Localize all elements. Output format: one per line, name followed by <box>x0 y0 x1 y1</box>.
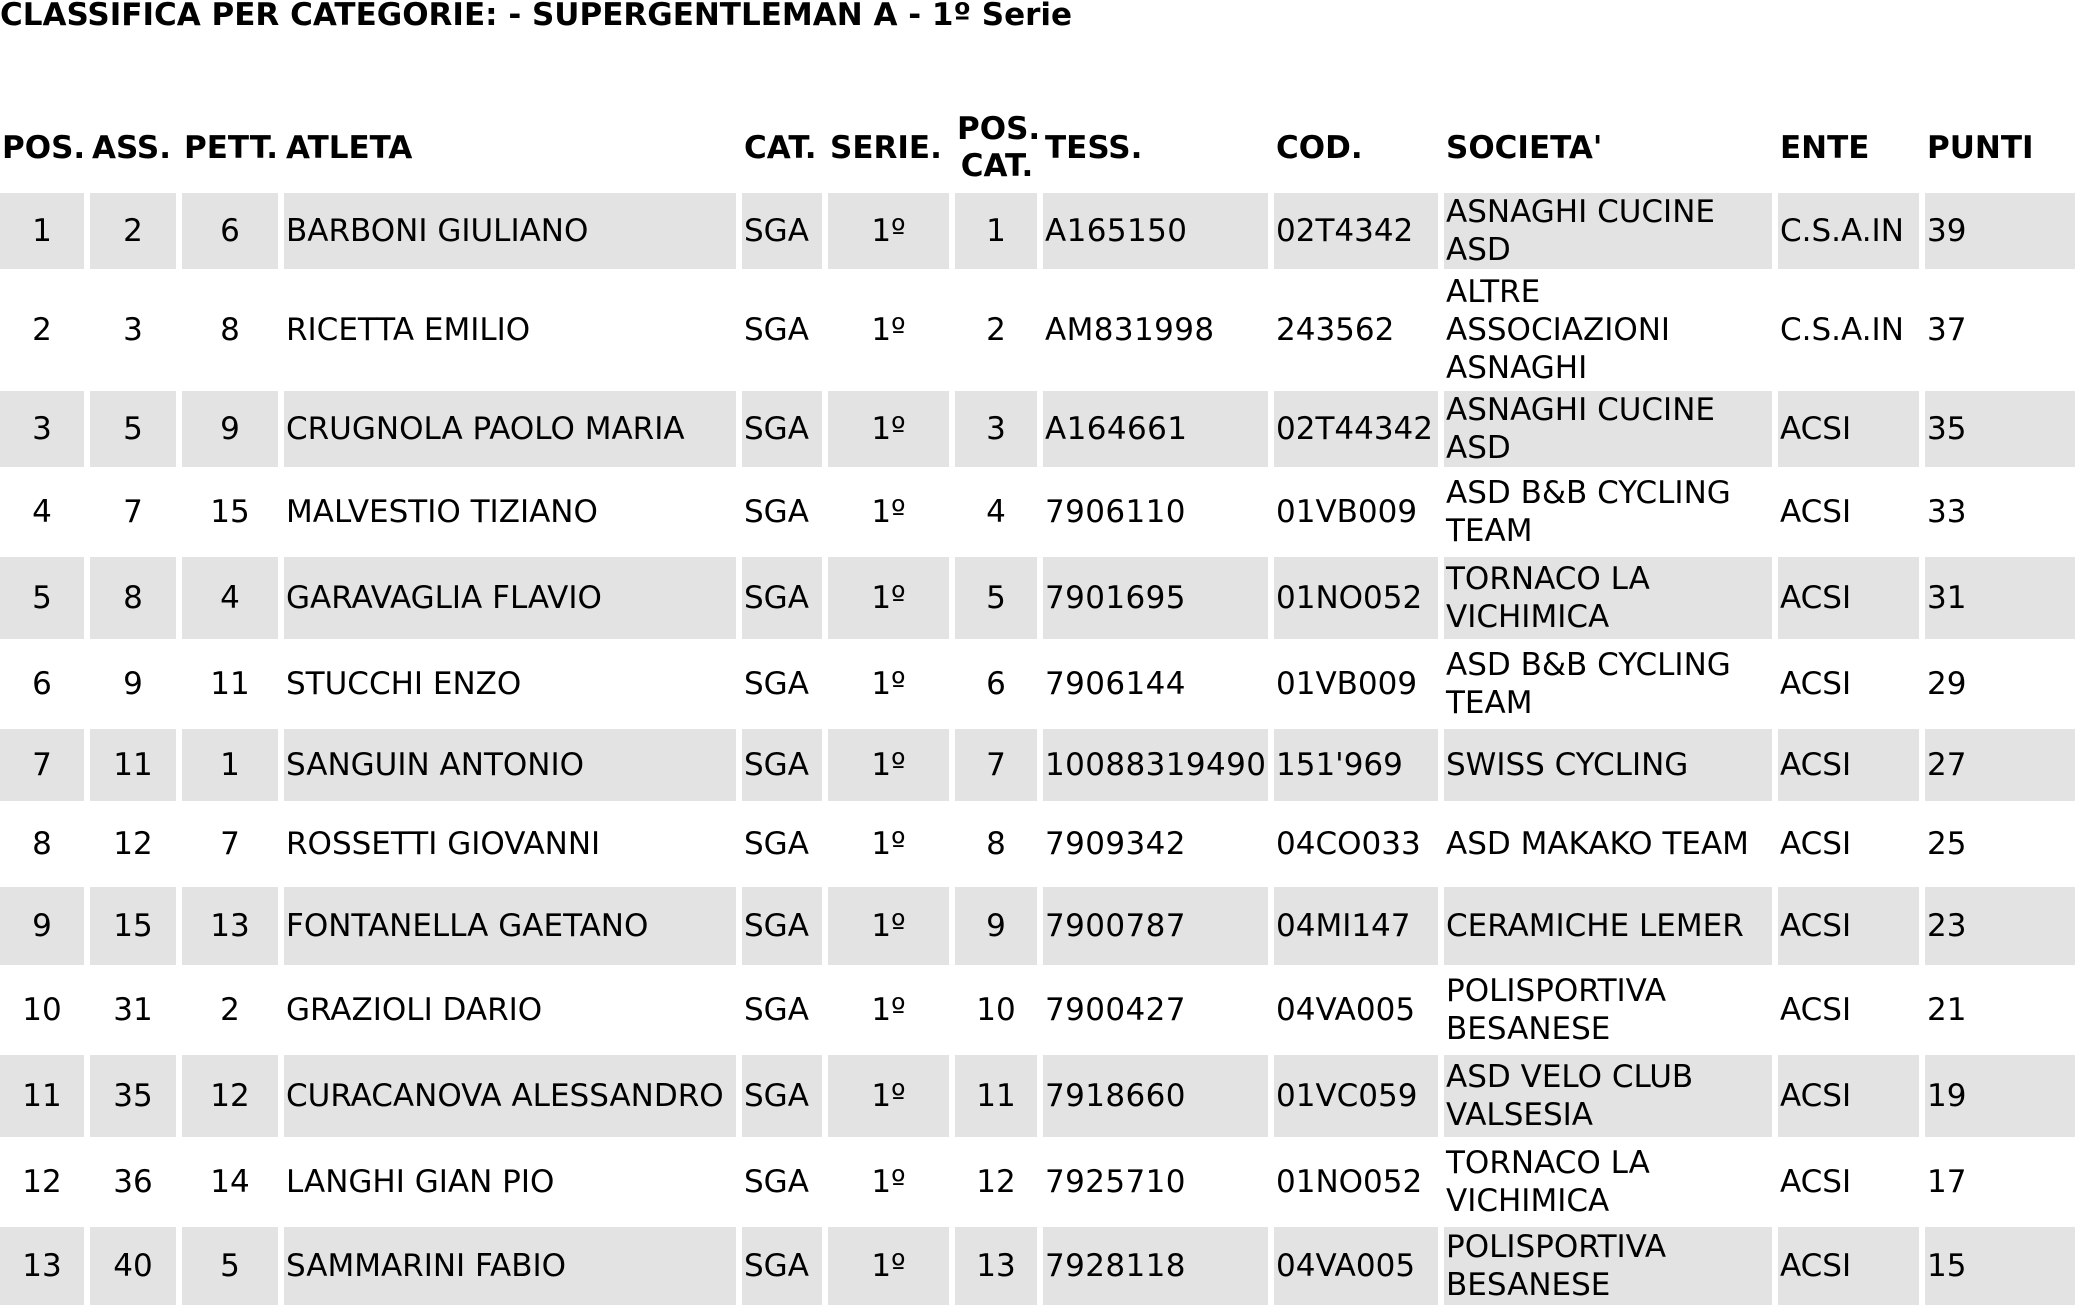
cell-poscat: 1 <box>955 193 1037 273</box>
column-header-serie: SERIE. <box>830 129 942 166</box>
cell-pett: 7 <box>182 805 278 887</box>
cell-punti: 37 <box>1925 273 2075 391</box>
cell-cod: 01VC059 <box>1274 1055 1438 1141</box>
cell-pett: 11 <box>182 643 278 729</box>
cell-punti: 21 <box>1925 969 2075 1055</box>
cell-tess: 7906110 <box>1043 471 1268 557</box>
cell-tess: A165150 <box>1043 193 1268 273</box>
cell-cat: SGA <box>742 643 822 729</box>
column-header-cod: COD. <box>1276 129 1363 166</box>
cell-ente: ACSI <box>1778 805 1919 887</box>
cell-punti: 31 <box>1925 557 2075 643</box>
cell-societa: ALTRE ASSOCIAZIONI ASNAGHI <box>1444 273 1772 391</box>
cell-societa: CERAMICHE LEMER <box>1444 887 1772 969</box>
cell-cat: SGA <box>742 1055 822 1141</box>
cell-punti: 35 <box>1925 391 2075 471</box>
column-header-poscat <box>955 108 1041 193</box>
cell-pett: 15 <box>182 471 278 557</box>
cell-poscat: 10 <box>955 969 1037 1055</box>
cell-societa: ASNAGHI CUCINE ASD <box>1444 193 1772 273</box>
cell-cat: SGA <box>742 887 822 969</box>
cell-cat: SGA <box>742 193 822 273</box>
cell-pett: 14 <box>182 1141 278 1227</box>
cell-pett: 2 <box>182 969 278 1055</box>
cell-cat: SGA <box>742 557 822 643</box>
results-table <box>0 108 2081 1309</box>
column-header-cat: CAT. <box>744 129 817 166</box>
column-header-tess: TESS. <box>1045 129 1143 166</box>
cell-serie: 1º <box>828 729 949 805</box>
cell-pos: 3 <box>0 391 84 471</box>
cell-serie: 1º <box>828 969 949 1055</box>
cell-pos: 2 <box>0 273 84 391</box>
table-row <box>0 729 2075 805</box>
cell-tess: 7918660 <box>1043 1055 1268 1141</box>
column-header-atleta: ATLETA <box>286 129 413 166</box>
cell-cat: SGA <box>742 1227 822 1309</box>
cell-pett: 9 <box>182 391 278 471</box>
cell-tess: 7909342 <box>1043 805 1268 887</box>
cell-ente: ACSI <box>1778 1055 1919 1141</box>
cell-poscat: 5 <box>955 557 1037 643</box>
cell-cod: 243562 <box>1274 273 1438 391</box>
cell-ente: ACSI <box>1778 471 1919 557</box>
cell-poscat: 9 <box>955 887 1037 969</box>
cell-societa: ASD MAKAKO TEAM <box>1444 805 1772 887</box>
cell-poscat: 13 <box>955 1227 1037 1309</box>
cell-pett: 8 <box>182 273 278 391</box>
table-row <box>0 391 2075 471</box>
table-row <box>0 273 2075 391</box>
cell-poscat: 2 <box>955 273 1037 391</box>
cell-cat: SGA <box>742 969 822 1055</box>
cell-poscat: 6 <box>955 643 1037 729</box>
table-row <box>0 1141 2075 1227</box>
cell-ass: 12 <box>90 805 176 887</box>
cell-cod: 04VA005 <box>1274 969 1438 1055</box>
column-header-pett: PETT. <box>184 129 278 166</box>
cell-pos: 8 <box>0 805 84 887</box>
cell-societa: ASD VELO CLUB VALSESIA <box>1444 1055 1772 1141</box>
cell-ass: 35 <box>90 1055 176 1141</box>
cell-societa: POLISPORTIVA BESANESE <box>1444 1227 1772 1309</box>
cell-atleta: CRUGNOLA PAOLO MARIA <box>284 391 736 471</box>
cell-pos: 12 <box>0 1141 84 1227</box>
cell-cod: 01VB009 <box>1274 643 1438 729</box>
column-header-ass: ASS. <box>92 129 172 166</box>
cell-atleta: FONTANELLA GAETANO <box>284 887 736 969</box>
cell-tess: A164661 <box>1043 391 1268 471</box>
column-header-pos: POS. <box>2 129 86 166</box>
cell-cod: 04CO033 <box>1274 805 1438 887</box>
cell-atleta: ROSSETTI GIOVANNI <box>284 805 736 887</box>
cell-cat: SGA <box>742 471 822 557</box>
table-row <box>0 805 2075 887</box>
cell-pett: 1 <box>182 729 278 805</box>
cell-poscat: 3 <box>955 391 1037 471</box>
cell-ente: ACSI <box>1778 391 1919 471</box>
cell-tess: 7900427 <box>1043 969 1268 1055</box>
cell-serie: 1º <box>828 1141 949 1227</box>
cell-serie: 1º <box>828 471 949 557</box>
cell-atleta: SAMMARINI FABIO <box>284 1227 736 1309</box>
cell-serie: 1º <box>828 273 949 391</box>
cell-serie: 1º <box>828 1227 949 1309</box>
cell-punti: 27 <box>1925 729 2075 805</box>
cell-ass: 9 <box>90 643 176 729</box>
cell-societa: ASD B&B CYCLING TEAM <box>1444 471 1772 557</box>
cell-ass: 5 <box>90 391 176 471</box>
cell-pos: 5 <box>0 557 84 643</box>
cell-poscat: 11 <box>955 1055 1037 1141</box>
cell-pett: 4 <box>182 557 278 643</box>
table-row <box>0 887 2075 969</box>
cell-atleta: BARBONI GIULIANO <box>284 193 736 273</box>
table-row <box>0 471 2075 557</box>
header-row <box>0 108 2075 193</box>
cell-punti: 19 <box>1925 1055 2075 1141</box>
cell-ass: 36 <box>90 1141 176 1227</box>
cell-ente: C.S.A.IN <box>1778 273 1919 391</box>
cell-cod: 01NO052 <box>1274 1141 1438 1227</box>
column-header-poscat-line1: POS. <box>957 111 1041 147</box>
cell-atleta: GRAZIOLI DARIO <box>284 969 736 1055</box>
cell-punti: 39 <box>1925 193 2075 273</box>
cell-cat: SGA <box>742 273 822 391</box>
cell-punti: 17 <box>1925 1141 2075 1227</box>
cell-cod: 02T4342 <box>1274 193 1438 273</box>
cell-serie: 1º <box>828 1055 949 1141</box>
cell-serie: 1º <box>828 643 949 729</box>
cell-pos: 6 <box>0 643 84 729</box>
cell-cod: 04MI147 <box>1274 887 1438 969</box>
cell-pos: 4 <box>0 471 84 557</box>
table-row <box>0 969 2075 1055</box>
table-row <box>0 557 2075 643</box>
column-header-ente: ENTE <box>1780 129 1870 166</box>
cell-tess: 10088319490 <box>1043 729 1268 805</box>
cell-societa: TORNACO LA VICHIMICA <box>1444 1141 1772 1227</box>
cell-ass: 11 <box>90 729 176 805</box>
cell-atleta: GARAVAGLIA FLAVIO <box>284 557 736 643</box>
cell-pos: 10 <box>0 969 84 1055</box>
table-row <box>0 1055 2075 1141</box>
table-row <box>0 643 2075 729</box>
cell-ass: 15 <box>90 887 176 969</box>
cell-cat: SGA <box>742 1141 822 1227</box>
cell-ente: ACSI <box>1778 1227 1919 1309</box>
cell-tess: AM831998 <box>1043 273 1268 391</box>
cell-ass: 2 <box>90 193 176 273</box>
cell-pett: 12 <box>182 1055 278 1141</box>
cell-poscat: 7 <box>955 729 1037 805</box>
cell-ass: 40 <box>90 1227 176 1309</box>
cell-societa: POLISPORTIVA BESANESE <box>1444 969 1772 1055</box>
cell-serie: 1º <box>828 557 949 643</box>
cell-poscat: 12 <box>955 1141 1037 1227</box>
cell-societa: TORNACO LA VICHIMICA <box>1444 557 1772 643</box>
cell-pett: 13 <box>182 887 278 969</box>
cell-serie: 1º <box>828 193 949 273</box>
cell-pos: 9 <box>0 887 84 969</box>
cell-ass: 3 <box>90 273 176 391</box>
cell-cod: 04VA005 <box>1274 1227 1438 1309</box>
column-header-punti: PUNTI <box>1927 129 2034 166</box>
cell-societa: SWISS CYCLING <box>1444 729 1772 805</box>
cell-atleta: LANGHI GIAN PIO <box>284 1141 736 1227</box>
cell-tess: 7928118 <box>1043 1227 1268 1309</box>
cell-atleta: RICETTA EMILIO <box>284 273 736 391</box>
cell-pos: 11 <box>0 1055 84 1141</box>
cell-cat: SGA <box>742 391 822 471</box>
page-title: CLASSIFICA PER CATEGORIE: - SUPERGENTLEMAN A - 1º Serie <box>0 0 1073 33</box>
cell-tess: 7906144 <box>1043 643 1268 729</box>
cell-atleta: STUCCHI ENZO <box>284 643 736 729</box>
table-row <box>0 193 2075 273</box>
cell-cat: SGA <box>742 805 822 887</box>
cell-cat: SGA <box>742 729 822 805</box>
cell-pos: 1 <box>0 193 84 273</box>
cell-ass: 8 <box>90 557 176 643</box>
table-row <box>0 1227 2075 1309</box>
cell-serie: 1º <box>828 887 949 969</box>
cell-ass: 31 <box>90 969 176 1055</box>
cell-pett: 5 <box>182 1227 278 1309</box>
cell-cod: 02T44342 <box>1274 391 1438 471</box>
cell-ente: ACSI <box>1778 643 1919 729</box>
cell-cod: 01NO052 <box>1274 557 1438 643</box>
cell-punti: 33 <box>1925 471 2075 557</box>
column-header-societa: SOCIETA' <box>1446 129 1603 166</box>
cell-ass: 7 <box>90 471 176 557</box>
cell-tess: 7925710 <box>1043 1141 1268 1227</box>
column-header-poscat-line2: CAT. <box>960 148 1034 184</box>
cell-pos: 13 <box>0 1227 84 1309</box>
cell-atleta: CURACANOVA ALESSANDRO <box>284 1055 736 1141</box>
cell-punti: 23 <box>1925 887 2075 969</box>
cell-pos: 7 <box>0 729 84 805</box>
cell-punti: 25 <box>1925 805 2075 887</box>
cell-ente: ACSI <box>1778 557 1919 643</box>
cell-ente: ACSI <box>1778 969 1919 1055</box>
cell-ente: ACSI <box>1778 887 1919 969</box>
cell-ente: C.S.A.IN <box>1778 193 1919 273</box>
cell-tess: 7901695 <box>1043 557 1268 643</box>
cell-poscat: 4 <box>955 471 1037 557</box>
cell-poscat: 8 <box>955 805 1037 887</box>
cell-societa: ASD B&B CYCLING TEAM <box>1444 643 1772 729</box>
cell-atleta: SANGUIN ANTONIO <box>284 729 736 805</box>
cell-tess: 7900787 <box>1043 887 1268 969</box>
cell-ente: ACSI <box>1778 1141 1919 1227</box>
cell-cod: 01VB009 <box>1274 471 1438 557</box>
cell-punti: 15 <box>1925 1227 2075 1309</box>
cell-atleta: MALVESTIO TIZIANO <box>284 471 736 557</box>
cell-serie: 1º <box>828 391 949 471</box>
cell-serie: 1º <box>828 805 949 887</box>
cell-cod: 151'969 <box>1274 729 1438 805</box>
cell-societa: ASNAGHI CUCINE ASD <box>1444 391 1772 471</box>
cell-punti: 29 <box>1925 643 2075 729</box>
cell-pett: 6 <box>182 193 278 273</box>
cell-ente: ACSI <box>1778 729 1919 805</box>
